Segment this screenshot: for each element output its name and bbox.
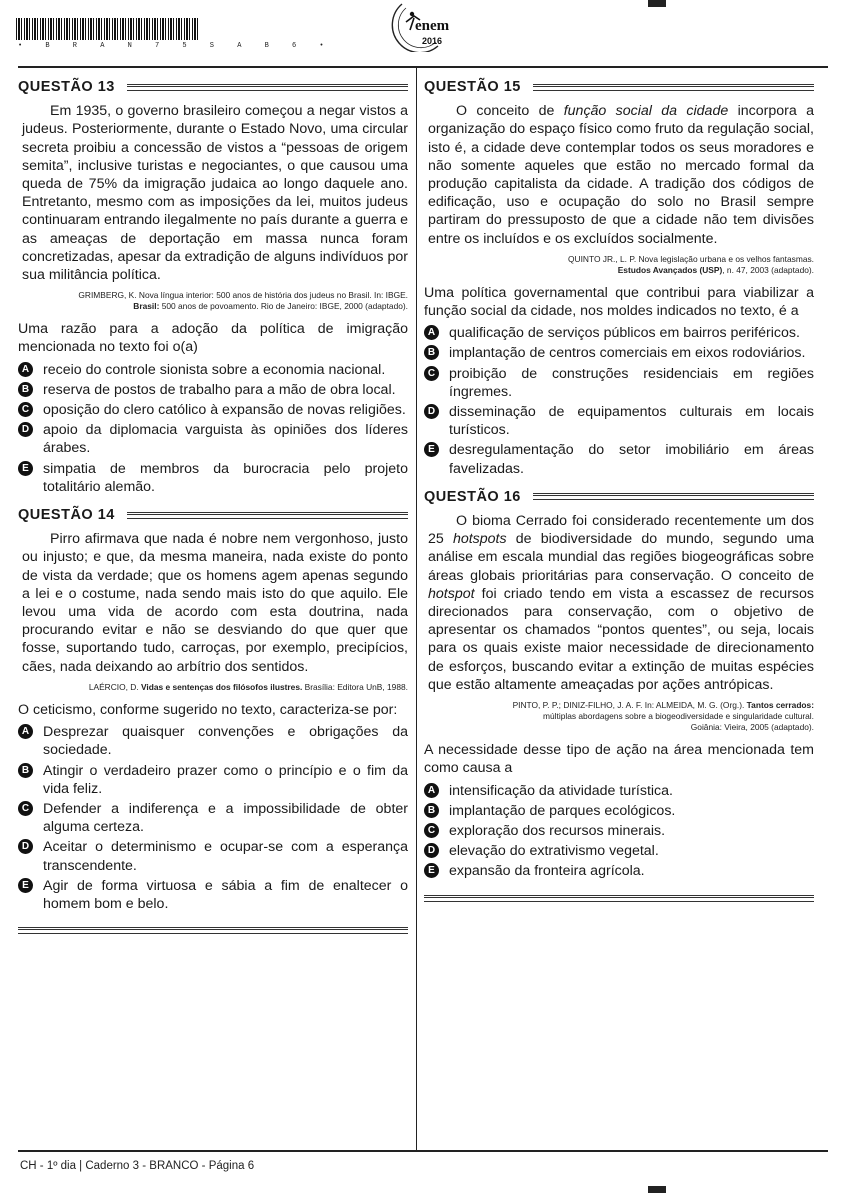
option-letter-icon: C (18, 801, 33, 816)
option-a[interactable] (424, 324, 814, 342)
question-stem: Uma razão para a adoção da política de imigração mencionada no texto foi o(a) (18, 321, 408, 356)
question-title: QUESTÃO 13 (18, 79, 115, 95)
option-letter-icon: B (424, 803, 439, 818)
option-text: Atingir o verdadeiro prazer como o princípio e o fim da vida feliz. (43, 762, 408, 797)
italic-term: hotspot (428, 585, 475, 602)
option-letter-icon: E (424, 442, 439, 457)
option-a[interactable] (18, 361, 408, 379)
option-text: reserva de postos de trabalho para a mão de obra local. (43, 381, 396, 398)
question-text (428, 102, 814, 248)
option-e[interactable] (424, 862, 814, 880)
option-b[interactable] (424, 344, 814, 362)
header-rule (533, 84, 814, 91)
option-text: Desprezar quaisquer convenções e obrigações da sociedade. (43, 724, 408, 759)
option-text: qualificação de serviços públicos em bairros periféricos. (449, 325, 800, 342)
option-letter-icon: D (18, 422, 33, 437)
text-run: O conceito de (456, 103, 564, 120)
header-rule (533, 493, 814, 500)
option-letter-icon: A (424, 325, 439, 340)
source-citation (424, 700, 814, 733)
corner-mark (648, 1186, 666, 1193)
bottom-rule (18, 1150, 828, 1152)
option-letter-icon: A (18, 362, 33, 377)
option-letter-icon: E (424, 863, 439, 878)
option-e[interactable] (18, 877, 408, 913)
option-e[interactable] (424, 441, 814, 477)
option-text: desregulamentação do setor imobiliário em áreas favelizadas. (449, 442, 814, 477)
question-stem: A necessidade desse tipo de ação na área mencionada tem como causa a (424, 742, 814, 777)
option-d[interactable] (424, 403, 814, 439)
option-text: apoio da diplomacia varguista às opiniões dos líderes árabes. (43, 422, 408, 457)
option-letter-icon: E (18, 878, 33, 893)
left-column (18, 74, 408, 934)
option-text: oposição do clero católico à expansão de novas religiões. (43, 402, 406, 419)
source-title: Tantos cerrados: (746, 700, 814, 711)
barcode (16, 18, 198, 40)
option-letter-icon: C (424, 823, 439, 838)
option-text: elevação do extrativismo vegetal. (449, 843, 659, 860)
question-title: QUESTÃO 16 (424, 488, 521, 505)
option-letter-icon: A (424, 783, 439, 798)
question-13 (18, 78, 408, 496)
option-d[interactable] (424, 842, 814, 860)
option-text: exploração dos recursos minerais. (449, 822, 666, 839)
option-letter-icon: A (18, 724, 33, 739)
source-line: PINTO, P. P.; DINIZ-FILHO, J. A. F. In: ALMEIDA, M. G. (Org.). (512, 700, 747, 711)
option-c[interactable] (424, 365, 814, 401)
option-text: Aceitar o determinismo e ocupar-se com a esperança transcendente. (43, 839, 408, 874)
question-16 (424, 488, 814, 902)
question-header (18, 506, 408, 524)
source-line: , n. 47, 2003 (adaptado). (722, 264, 814, 275)
question-15 (424, 78, 814, 478)
question-header (424, 78, 814, 96)
corner-mark (648, 0, 666, 7)
italic-term: hotspots (452, 531, 507, 548)
source-citation (18, 290, 408, 312)
source-title: Estudos Avançados (USP) (617, 264, 723, 275)
option-c[interactable] (18, 800, 408, 836)
option-letter-icon: C (18, 402, 33, 417)
option-text: intensificação da atividade turística. (449, 782, 673, 799)
right-column (424, 74, 814, 902)
option-letter-icon: B (18, 763, 33, 778)
option-text: implantação de parques ecológicos. (449, 802, 676, 819)
option-b[interactable] (18, 381, 408, 399)
header-rule (127, 84, 408, 91)
question-header (18, 78, 408, 96)
option-text: receio do controle sionista sobre a economia nacional. (43, 361, 386, 378)
option-text: expansão da fronteira agrícola. (449, 863, 645, 880)
option-e[interactable] (18, 460, 408, 496)
option-letter-icon: D (18, 839, 33, 854)
option-text: Agir de forma virtuosa e sábia a fim de enaltecer o homem bom e belo. (43, 877, 408, 912)
option-text: proibição de construções residenciais em regiões íngremes. (449, 365, 814, 400)
option-text: simpatia de membros da burocracia pelo projeto totalitário alemão. (43, 460, 408, 495)
source-line: GRIMBERG, K. Nova língua interior: 500 anos de história dos judeus no Brasil. In: IBGE. (78, 290, 408, 301)
option-letter-icon: E (18, 461, 33, 476)
source-title: Brasil: (133, 301, 160, 312)
question-title: QUESTÃO 14 (18, 507, 115, 524)
source-line: Brasília: Editora UnB, 1988. (302, 681, 408, 692)
source-line: múltiplas abordagens sobre a biogeodiversidade e singularidade cultural. (543, 711, 814, 722)
column-divider (416, 68, 417, 1150)
question-stem: O ceticismo, conforme sugerido no texto, caracteriza-se por: (18, 701, 398, 718)
barcode-text: • B R A N 7 5 S A B 6 • (18, 42, 334, 50)
question-header (424, 488, 814, 506)
option-letter-icon: D (424, 843, 439, 858)
top-rule (18, 66, 828, 68)
source-line: 500 anos de povoamento. Rio de Janeiro: IBGE, 2000 (adaptado). (159, 301, 408, 312)
option-c[interactable] (424, 822, 814, 840)
text-run: de biodiversidade do mundo, segundo uma análise em escala mundial das regiões biogeográficas sobre áreas globais prioritárias para conservação. O conceito de (428, 531, 814, 584)
option-a[interactable] (424, 782, 814, 800)
question-title: QUESTÃO 15 (424, 79, 521, 95)
source-citation (424, 254, 814, 276)
option-letter-icon: D (424, 404, 439, 419)
question-14 (18, 506, 408, 934)
source-line: QUINTO JR., L. P. Nova legislação urbana e os velhos fantasmas. (568, 253, 814, 264)
end-rule (424, 895, 814, 902)
option-b[interactable] (18, 762, 408, 798)
text-run: foi criado tendo em vista a escassez de recursos direcionados para conservação, com o objetivo de apresentar os chamados “pontos quentes”, ou seja, locais para os quais existe maior necessidade de direcionamento de esforços, buscando evitar a extinção de muitas espécies que estão altamente ameaçadas por ações antrópicas. (428, 585, 814, 693)
source-line: LAÉRCIO, D. (88, 681, 141, 692)
logo-year: 2016 (422, 36, 443, 46)
option-d[interactable] (18, 838, 408, 874)
option-a[interactable] (18, 723, 408, 759)
question-text: Em 1935, o governo brasileiro começou a negar vistos a judeus. Posteriormente, durante o Estado Novo, uma circular secreta proibiu a concessão de vistos a “pessoas de origem semita”, inclusive turistas e negociantes, o que causou uma queda de 75% da imigração judaica ao longo daquele ano. Entretanto, mesmo com as imposições da lei, muitos judeus continuaram entrando ilegalmente no país durante a guerra e as ameaças de deportação em massa nunca foram concretizadas, apesar da extradição de alguns indivíduos por sua militância política. (22, 103, 408, 284)
source-title: Vidas e sentenças dos filósofos ilustres. (140, 681, 303, 692)
option-letter-icon: B (18, 382, 33, 397)
end-rule (18, 927, 408, 934)
header-rule (127, 512, 408, 519)
italic-term: função social da cidade (563, 103, 729, 120)
text-run: incorpora a organização do espaço físico como fruto da regulação social, isto é, a cidade deve contemplar todos os seus moradores e não somente aqueles que estão no mercado formal da produção capitalista da cidade. A tradição dos códigos de edificação, uso e ocupação do solo no Brasil sempre partiram do pressuposto de que a cidade não tem divisões entre os incluídos e os excluídos socialmente. (428, 103, 814, 247)
question-text (428, 512, 814, 694)
option-d[interactable] (18, 421, 408, 457)
option-letter-icon: B (424, 345, 439, 360)
option-b[interactable] (424, 802, 814, 820)
option-c[interactable] (18, 401, 408, 419)
option-text: Defender a indiferença e a impossibilidade de obter alguma certeza. (43, 800, 408, 836)
question-text: Pirro afirmava que nada é nobre nem vergonhoso, justo ou injusto; e que, da mesma maneira, nada existe do ponto de vista da verdade; que os homens agem apenas segundo a lei e o costume, nada sendo mais isto do que aquilo. Ele levou uma vida de acordo com esta doutrina, nada procurando evitar e não se desviando do que quer que fosse, suportando tudo, carroças, por exemplo, precipícios, cães, nada deixando ao arbítrio dos sentidos. (22, 531, 408, 675)
source-citation (18, 682, 408, 693)
question-stem: Uma política governamental que contribui para viabilizar a função social da cidade, nos moldes indicados no texto, é a (424, 284, 814, 320)
logo-word: enem (415, 18, 450, 34)
option-text: implantação de centros comerciais em eixos rodoviários. (449, 345, 806, 362)
option-letter-icon: C (424, 366, 439, 381)
page-footer: CH - 1º dia | Caderno 3 - BRANCO - Página 6 (20, 1160, 255, 1172)
text-run: O bioma Cerrado foi considerado recentemente um dos 25 (428, 513, 814, 548)
source-line: Goiânia: Vieira, 2005 (adaptado). (690, 722, 814, 733)
option-text: disseminação de equipamentos culturais em locais turísticos. (449, 404, 814, 439)
